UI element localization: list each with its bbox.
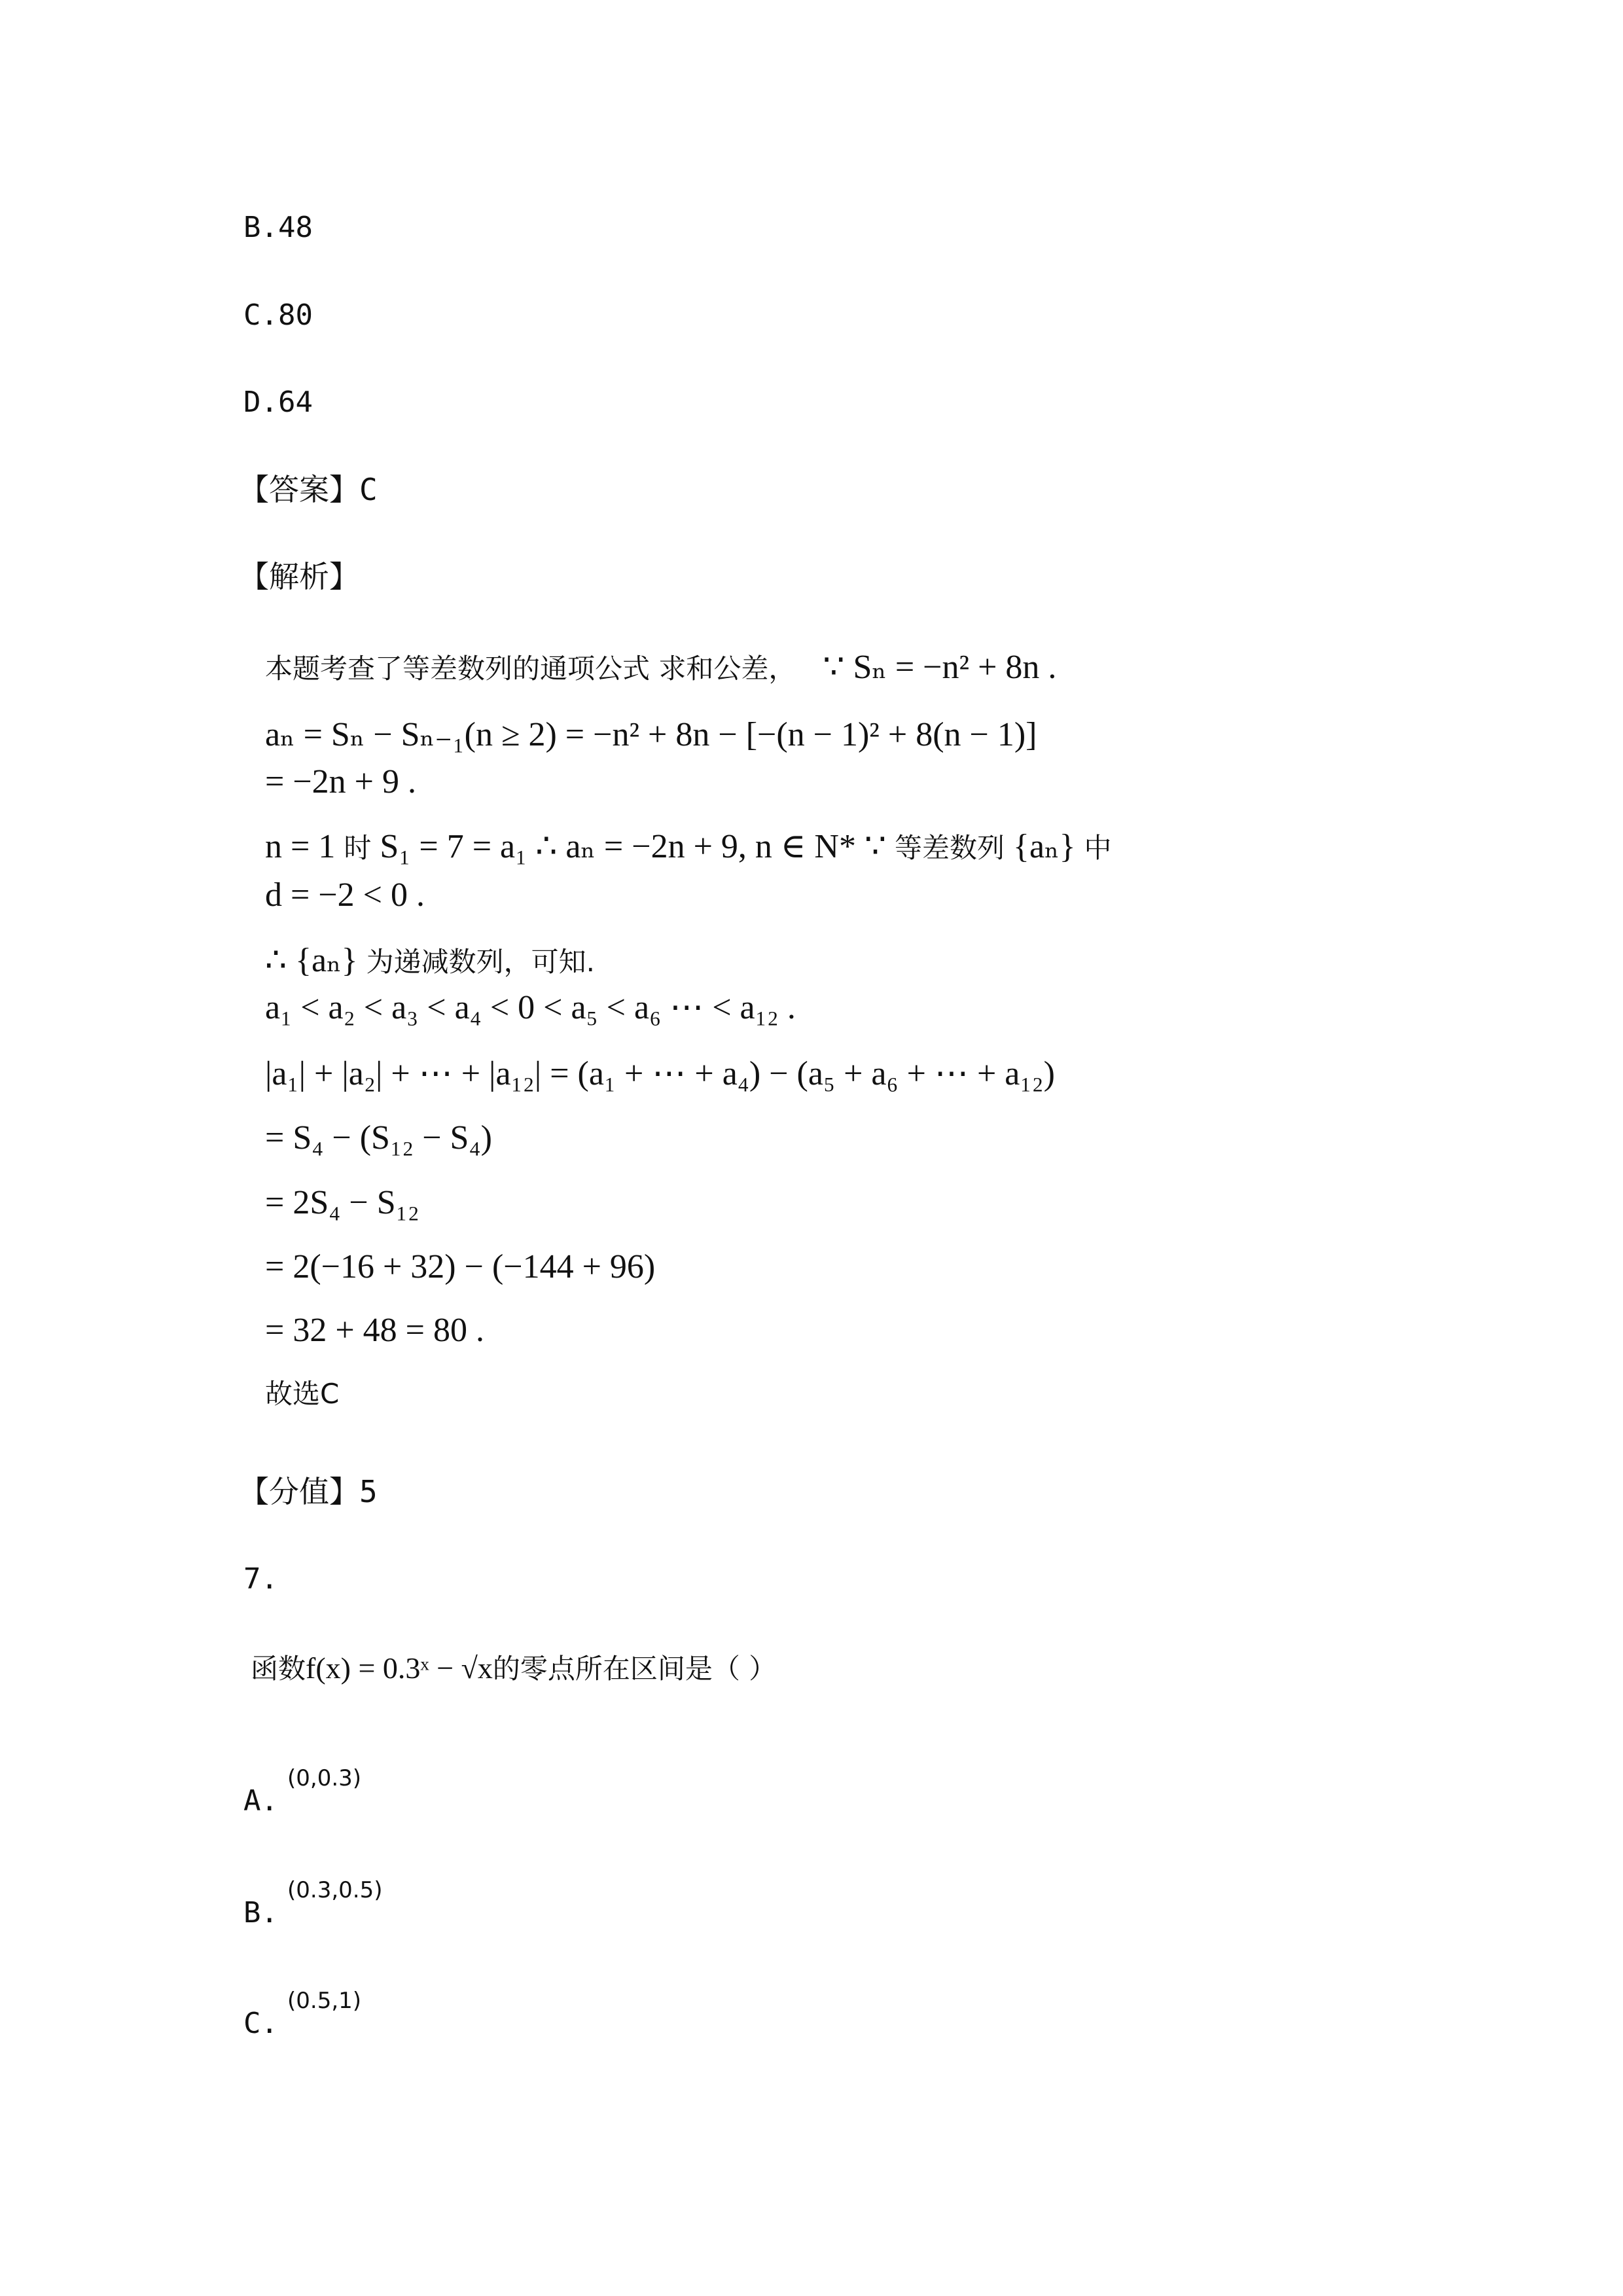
solution-line-12: = 32 + 48 = 80 . [265,1312,484,1349]
solution-line-5: d = −2 < 0 . [265,876,425,914]
solution-line-4-text-c: 中 [1084,832,1112,864]
option-b-value: (0.3,0.5) [287,1877,383,1903]
question-number: 7. [243,1562,278,1596]
solution-line-4-math-a: n = 1 [265,828,336,865]
option-c-prev: C.80 [243,298,313,332]
option-c [243,1988,362,2045]
solution-line-4-math-c: {aₙ} [1013,828,1076,865]
solution-conclusion [265,1372,339,1415]
solution-line-6 [265,940,595,983]
solution-line-8: |a₁| + |a₂| + ⋯ + |a₁₂| = (a₁ + ⋯ + a₄) − (a₅ + a₆ + ⋯ + a₁₂) [265,1055,1055,1092]
solution-line-9: = S₄ − (S₁₂ − S₄) [265,1119,492,1157]
solution-line-11: = 2(−16 + 32) − (−144 + 96) [265,1248,656,1285]
option-c-value: (0.5,1) [287,1988,362,2014]
solution-line-4-text-b: 等差数列 [895,832,1005,864]
option-c-letter: C. [243,2007,278,2040]
solution-intro-text: 本题考查了等差数列的通项公式 求和公差， [265,653,796,685]
question-stem-suffix: 的零点所在区间是（ ） [492,1653,777,1685]
solution-line-6-math: ∴ {aₙ} [265,942,358,979]
solution-line-7: a₁ < a₂ < a₃ < a₄ < 0 < a₅ < a₆ ⋯ < a₁₂ . [265,989,796,1026]
option-a [243,1765,362,1823]
option-a-letter: A. [243,1784,278,1818]
option-d-prev: D.64 [243,386,313,419]
analysis-label: 【解析】 [239,559,359,594]
answer-label: 【答案】 [239,472,359,507]
solution-line-4-math-b: S₁ = 7 = a₁ ∴ aₙ = −2n + 9, n ∈ N* ∵ [380,828,887,865]
answer-line [239,470,378,509]
option-b-prev: B.48 [243,211,313,244]
option-a-value: (0,0.3) [287,1765,362,1791]
solution-line-6-text: 为递减数列，可知. [366,946,595,978]
answer-value: C [359,472,378,507]
solution-line-2: aₙ = Sₙ − Sₙ₋₁(n ≥ 2) = −n² + 8n − [−(n − 1)² + 8(n − 1)] [265,716,1037,753]
question-stem-prefix: 函数 [251,1653,306,1685]
solution-line-4 [265,826,1112,869]
solution-line-3: = −2n + 9 . [265,763,416,800]
option-b [243,1877,383,1935]
solution-intro-math: ∵ Sₙ = −n² + 8n . [823,649,1057,686]
question-stem-math: f(x) = 0.3ˣ − √x [306,1651,493,1685]
solution-line-4-text-a: 时 [344,832,372,864]
solution-line-10: = 2S₄ − S₁₂ [265,1184,419,1221]
solution-intro [265,647,1056,690]
score-value: 5 [359,1474,378,1509]
question-stem [251,1649,776,1689]
option-b-letter: B. [243,1896,278,1929]
score-label: 【分值】 [239,1474,359,1509]
solution-conclusion-text: 故选C [265,1378,340,1410]
score-line [239,1472,378,1511]
